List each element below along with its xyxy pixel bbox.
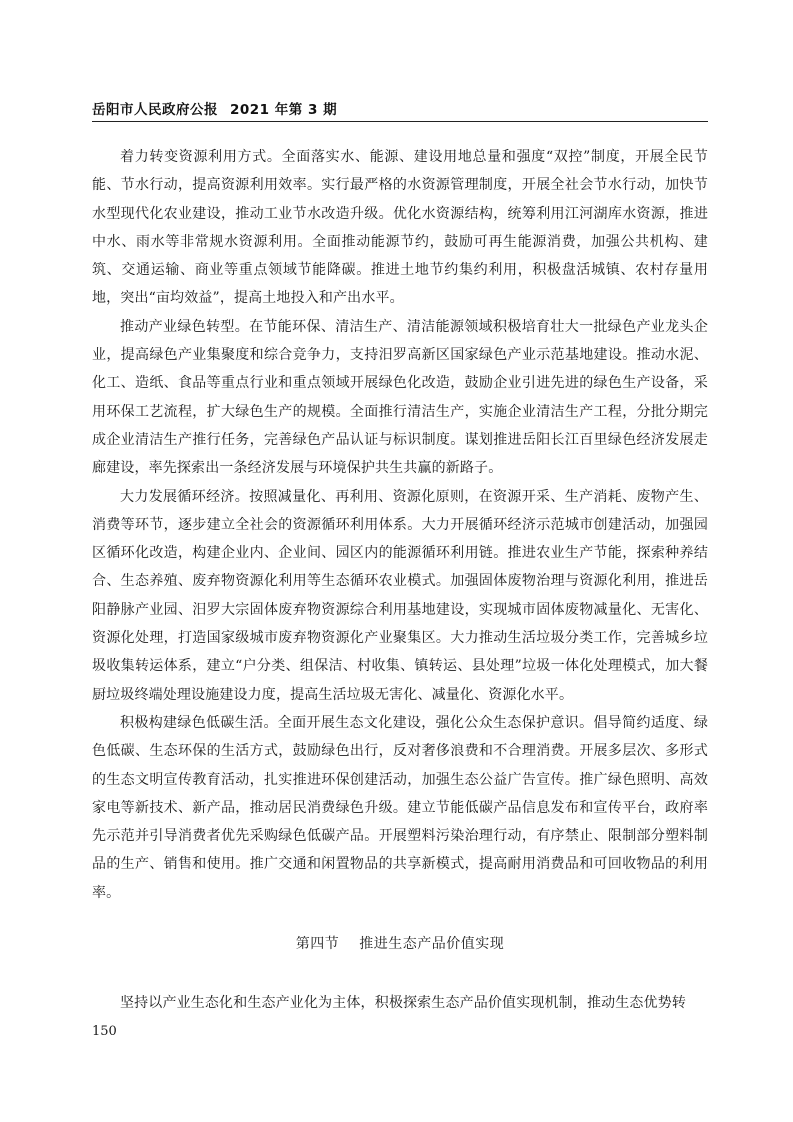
body-text — [92, 143, 708, 907]
paragraph-industry-green-transition: 推动产业绿色转型。在节能环保、清洁生产、清洁能源领域积极培育壮大一批绿色产业龙头企业，提高绿色产业集聚度和综合竞争力，支持汨罗高新区国家绿色产业示范基地建设。推动水泥、化工、造纸、食品等重点行业和重点领域开展绿色化改造，鼓励企业引进先进的绿色生产设备，采用环保工艺流程，扩大绿色生产的规模。全面推行清洁生产，实施企业清洁生产工程，分批分期完成企业清洁生产推行任务，完善绿色产品认证与标识制度。谋划推进岳阳长江百里绿色经济发展走廊建设，率先探索出一条经济发展与环境保护共生共赢的新路子。 — [92, 318, 708, 477]
page-number: 150 — [92, 1024, 117, 1039]
paragraph-eco-product-value: 坚持以产业生态化和生态产业化为主体，积极探索生态产品价值实现机制，推动生态优势转 — [120, 995, 686, 1011]
publication-title: 岳阳市人民政府公报 — [92, 102, 218, 118]
running-header — [92, 98, 337, 118]
paragraph-green-low-carbon-life: 积极构建绿色低碳生活。全面开展生态文化建设，强化公众生态保护意识。倡导简约适度、绿色低碳、生态环保的生活方式，鼓励绿色出行，反对奢侈浪费和不合理消费。开展多层次、多形式的生态文明宣传教育活动，扎实推进环保创建活动，加强生态公益广告宣传。推广绿色照明、高效家电等新技术、新产品，推动居民消费绿色升级。建立节能低碳产品信息发布和宣传平台，政府率先示范并引导消费者优先采购绿色低碳产品。开展塑料污染治理行动，有序禁止、限制部分塑料制品的生产、销售和使用。推广交通和闲置物品的共享新模式，提高耐用消费品和可回收物品的利用率。 — [92, 714, 708, 901]
header-divider — [92, 121, 708, 122]
issue-number: 2021 年第 3 期 — [230, 102, 338, 118]
section-heading — [92, 933, 708, 953]
paragraph-resource-utilization: 着力转变资源利用方式。全面落实水、能源、建设用地总量和强度“双控”制度，开展全民节能、节水行动，提高资源利用效率。实行最严格的水资源管理制度，开展全社会节水行动，加快节水型现代化农业建设，推动工业节水改造升级。优化水资源结构，统筹利用江河湖库水资源，推进中水、雨水等非常规水资源利用。全面推动能源节约，鼓励可再生能源消费，加强公共机构、建筑、交通运输、商业等重点领域节能降碳。推进土地节约集约利用，积极盘活城镇、农村存量用地，突出“亩均效益”，提高土地投入和产出水平。 — [92, 149, 708, 307]
section-title: 推进生态产品价值实现 — [359, 936, 505, 952]
section-number: 第四节 — [295, 936, 340, 952]
paragraph-circular-economy: 大力发展循环经济。按照减量化、再利用、资源化原则，在资源开采、生产消耗、废物产生、消费等环节，逐步建立全社会的资源循环利用体系。大力开展循环经济示范城市创建活动，加强园区循环化改造，构建企业内、企业间、园区内的能源循环利用链。推进农业生产节能，探索种养结合、生态养殖、废弃物资源化利用等生态循环农业模式。加强固体废物治理与资源化利用，推进岳阳静脉产业园、汨罗大宗固体废弃物资源综合利用基地建设，实现城市固体废物减量化、无害化、资源化处理，打造国家级城市废弃物资源化产业聚集区。大力推动生活垃圾分类工作，完善城乡垃圾收集转运体系，建立“户分类、组保洁、村收集、镇转运、县处理”垃圾一体化处理模式，加大餐厨垃圾终端处理设施建设力度，提高生活垃圾无害化、减量化、资源化水平。 — [92, 488, 708, 703]
